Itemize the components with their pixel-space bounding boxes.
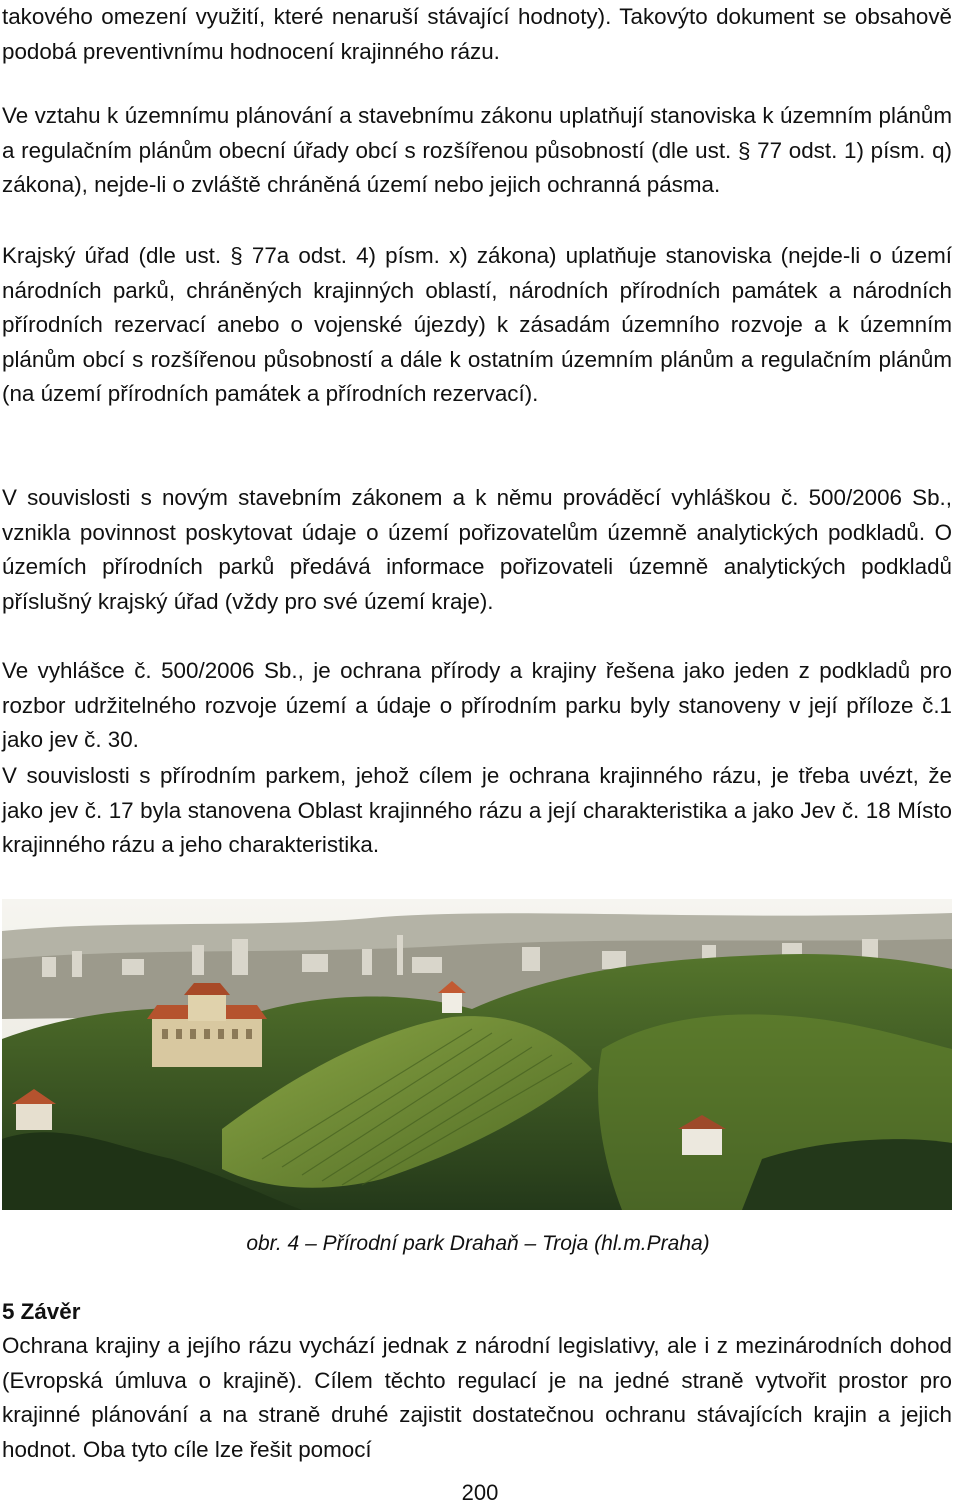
- paragraph-text: Ve vyhlášce č. 500/2006 Sb., je ochrana přírody a krajiny řešena jako jeden z podkladů pro rozbor udržitelného rozvoje území a údaje o přírodním parku byly stanoveny v její příloze č.1 jako jev č. 30.: [2, 658, 952, 753]
- page-number: 200: [461, 1480, 499, 1505]
- paragraph-text: Ochrana krajiny a jejího rázu vychází jednak z národní legislativy, ale i z mezinárodních dohod (Evropská úmluva o krajině). Cílem těchto regulací je na jedné straně vytvořit prostor pro krajinné plánování a na straně druhé zajistit dostatečnou ochranu stávajících krajin a jejich hodnot. Oba tyto cíle lze řešit pomocí: [2, 1333, 952, 1462]
- paragraph-text: V souvislosti s novým stavebním zákonem a k němu prováděcí vyhláškou č. 500/2006 Sb., vznikla povinnost poskytovat údaje o území pořizovatelům územně analytických podkladů. O územích přírodních parků předává informace pořizovateli územně analytických podkladů příslušný krajský úřad (vždy pro své území kraje).: [2, 485, 952, 614]
- landscape-photo: [2, 899, 952, 1210]
- paragraph-building-act: [2, 481, 952, 619]
- paragraph-decree: [2, 654, 952, 758]
- paragraph-conclusion: [2, 1329, 952, 1467]
- paragraph-text: V souvislosti s přírodním parkem, jehož cílem je ochrana krajinného rázu, je třeba uvézt, že jako jev č. 17 byla stanovena Oblast krajinného rázu a její charakteristika a jako Jev č. 18 Místo krajinného rázu a jeho charakteristika.: [2, 763, 952, 858]
- paragraph-regional-office: [2, 239, 952, 412]
- paragraph-text: Ve vztahu k územnímu plánování a stavebnímu zákonu uplatňují stanoviska k územním plánům a regulačním plánům obecní úřady obcí s rozšířenou působností (dle ust. § 77 odst. 1) písm. q) zákona), nejde-li o zvláště chráněná území nebo jejich ochranná pásma.: [2, 103, 952, 198]
- section-heading: 5 Závěr: [2, 1299, 81, 1324]
- figure-caption: obr. 4 – Přírodní park Drahaň – Troja (hl.m.Praha): [246, 1232, 710, 1255]
- paragraph-landscape-character: [2, 759, 952, 863]
- paragraph-planning-authorities: [2, 99, 952, 203]
- paragraph-text: takového omezení využití, které nenaruší stávající hodnoty). Takovýto dokument se obsahově podobá preventivnímu hodnocení krajinného rázu.: [2, 4, 952, 64]
- paragraph-intro-continuation: [2, 0, 952, 69]
- paragraph-text: Krajský úřad (dle ust. § 77a odst. 4) písm. x) zákona) uplatňuje stanoviska (nejde-li o území národních parků, chráněných krajinných oblastí, národních přírodních památek a národních přírodních rezervací anebo o vojenské újezdy) k zásadám územního rozvoje a k územním plánům obcí s rozšířenou působností a dále k ostatním územním plánům a regulačním plánům (na území přírodních památek a přírodních rezervací).: [2, 243, 952, 407]
